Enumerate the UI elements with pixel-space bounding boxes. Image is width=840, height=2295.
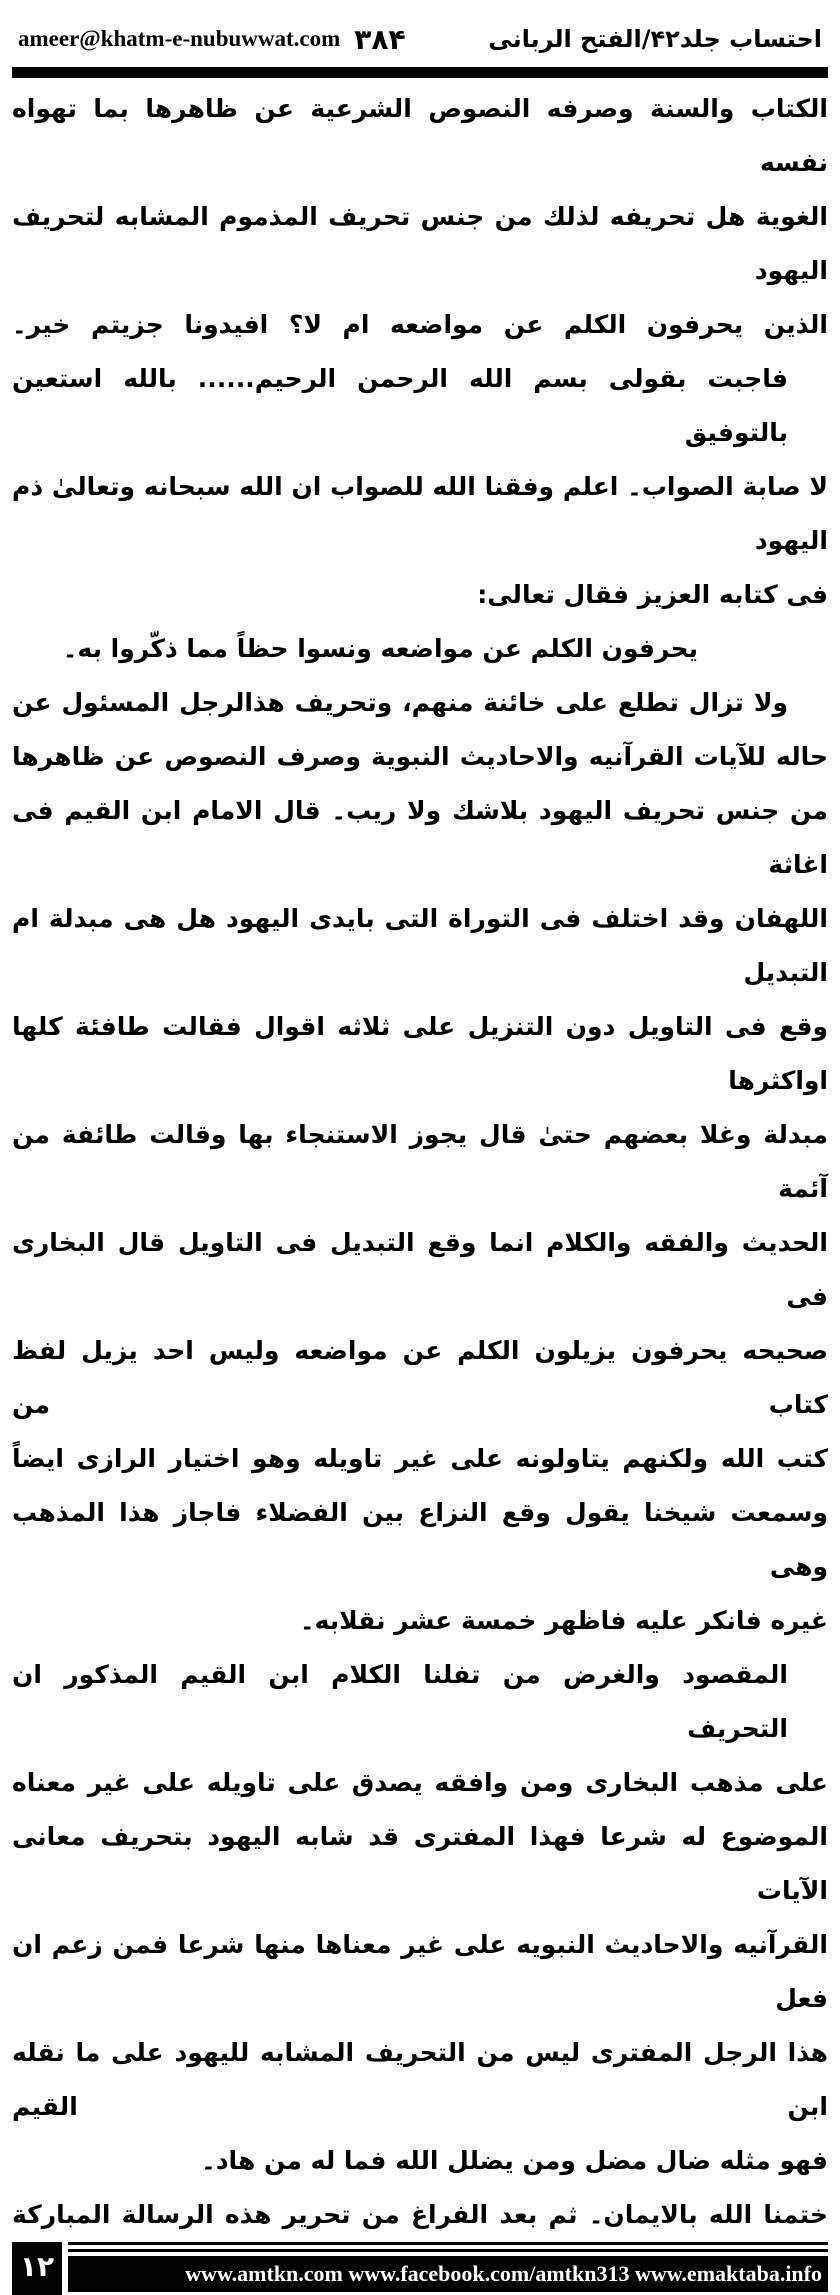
- quran-verse-line: يحرفون الكلم عن مواضعه ونسوا حظاً مما ذكّروا به۔: [62, 634, 698, 663]
- text-line: الذين يحرفون الكلم عن مواضعه ام لا؟ افيدونا جزيتم خير۔: [12, 310, 828, 339]
- text-line: فی كتابه العزيز فقال تعالى:: [477, 580, 828, 609]
- text-line: الحديث والفقه والكلام انما وقع التبديل فى التاويل قال البخارى فى: [12, 1228, 828, 1311]
- text-line: على مذهب البخارى ومن وافقه يصدق على تاويله على غير معناه: [12, 1768, 828, 1797]
- text-line: المقصود والغرض من تفلنا الكلام ابن القيم المذكور ان التحريف: [12, 1660, 788, 1743]
- text-line: ختمنا الله بالايمان۔ ثم بعد الفراغ من تحرير هذه الرسالة المباركة: [12, 2200, 828, 2229]
- footer-rule-bottom: [68, 2249, 828, 2252]
- text-line: فاجبت بقولى بسم الله الرحمن الرحيم...... بالله استعين بالتوفيق: [12, 364, 788, 447]
- text-line: الكتاب والسنة وصرفه النصوص الشرعية عن ظاهرها بما تهواه نفسه: [12, 94, 828, 177]
- text-line: حاله للآيات القرآنيه والاحاديث النبوية وصرف النصوص عن ظاهرها: [12, 742, 828, 771]
- text-line: كتب الله ولكنهم يتاولونه على غير تاويله وهو اختيار الرازى ايضاً: [12, 1444, 828, 1473]
- header-email: ameer@khatm-e-nubuwwat.com: [18, 26, 341, 51]
- header-title: احتساب جلد۴۲/الفتح الربانی: [488, 25, 822, 53]
- text-line: اللهفان وقد اختلف فى التوراة التى بايدى اليهود هل هى مبدلة ام التبديل: [12, 904, 828, 987]
- text-line: الغوية هل تحريفه لذلك من جنس تحريف المذموم المشابه لتحريف اليهود: [12, 202, 828, 285]
- page-header: [0, 0, 840, 64]
- text-line: القرآنيه والاحاديث النبويه على غير معناها منها شرعا فمن زعم ان فعل: [12, 1930, 828, 2013]
- body-text: [12, 82, 828, 2242]
- text-line: مبدلة وغلا بعضهم حتیٰ قال يجوز الاستنجاء بها وقالت طائفة من آئمة: [12, 1120, 828, 1203]
- text-line: وقع فى التاويل دون التنزيل على ثلاثه اقوال فقالت طافئة كلها اواكثرها: [12, 1012, 828, 1095]
- text-line: غيره فانكر عليه فاظهر خمسة عشر نقلابه۔: [299, 1606, 828, 1635]
- text-line: من جنس تحريف اليهود بلاشك ولا ريب۔ قال الامام ابن القيم فى اغاثة: [12, 796, 828, 879]
- text-line: الموضوع له شرعا فهذا المفترى قد شابه اليهود بتحريف معانى الآيات: [12, 1822, 828, 1905]
- text-line: صحيحه يحرفون يزيلون الكلم عن مواضعه وليس احد يزيل لفظ كتاب من: [12, 1336, 828, 1419]
- footer-rule-top: [68, 2242, 828, 2245]
- text-line: فهو مثله ضال مضل ومن يضلل الله فما له من هاد۔: [201, 2146, 828, 2175]
- text-line: لا صابة الصواب۔ اعلم وفقنا الله للصواب ان الله سبحانه وتعالیٰ ذم اليهود: [12, 472, 828, 555]
- text-line: ولا تزال تطلع على خائنة منهم، وتحريف هذالرجل المسئول عن: [12, 688, 788, 717]
- footer-page-number: ۱۲: [12, 2242, 62, 2295]
- header-page-number: ۳۸۴: [354, 22, 406, 56]
- header-rule: [12, 67, 828, 78]
- text-line: هذا الرجل المفترى ليس من التحريف المشابه لليهود على ما نقله ابن القيم: [12, 2038, 828, 2121]
- footer-links: www.amtkn.com www.facebook.com/amtkn313 www.emaktaba.info: [68, 2256, 828, 2292]
- text-line: وسمعت شيخنا يقول وقع النزاع بين الفضلاء فاجاز هذا المذهب وهى: [12, 1498, 828, 1581]
- page-footer: [0, 2242, 840, 2295]
